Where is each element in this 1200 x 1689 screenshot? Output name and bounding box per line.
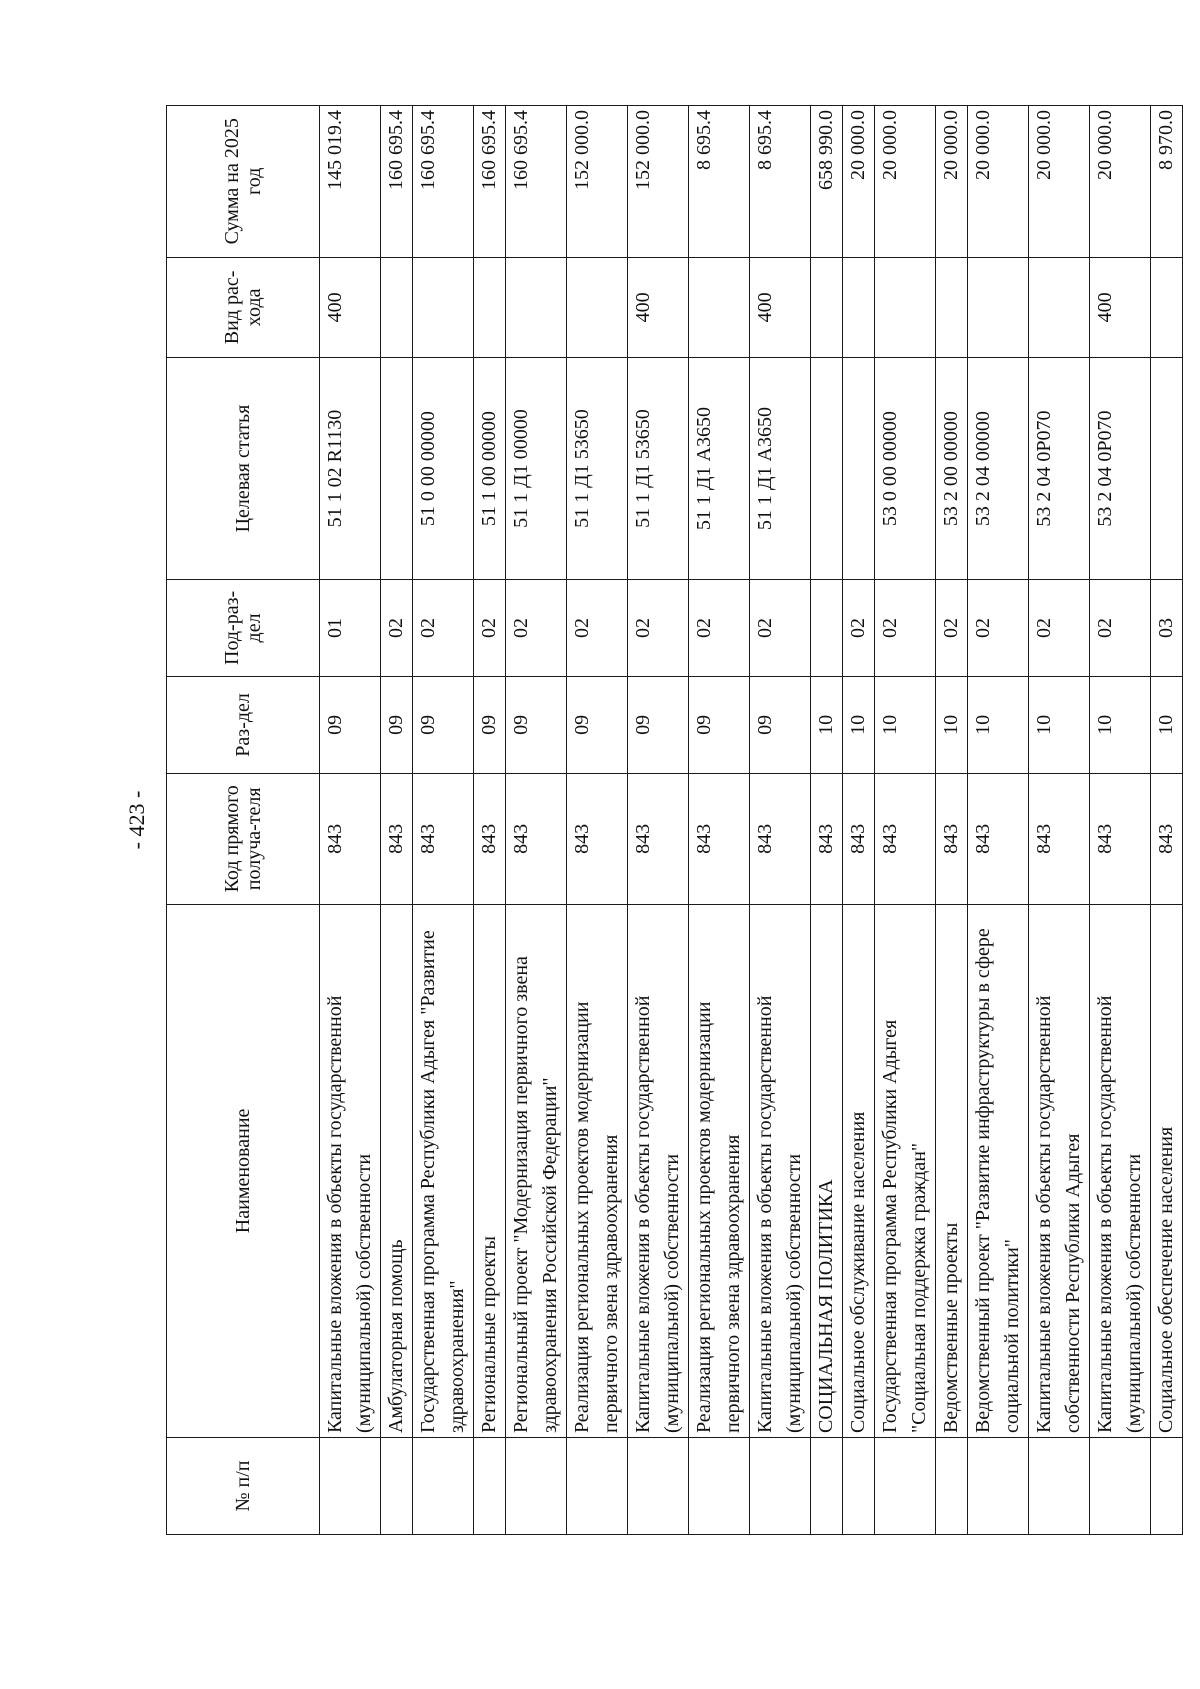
cell-recipient-code: 843 <box>1151 773 1183 904</box>
column-header-amount: Сумма на 2025 год <box>167 106 320 258</box>
cell-expense-type <box>689 257 750 358</box>
table-row <box>936 106 968 1535</box>
cell-expense-type <box>936 257 968 358</box>
cell-number <box>843 1438 875 1535</box>
cell-target-article: 51 1 Д1 53650 <box>628 358 689 580</box>
cell-amount: 658 990.0 <box>811 106 843 258</box>
cell-amount: 20 000.0 <box>875 106 936 258</box>
column-header-expense-type: Вид рас-хода <box>167 257 320 358</box>
table-row <box>875 106 936 1535</box>
cell-target-article: 51 1 Д1 53650 <box>567 358 628 580</box>
cell-target-article <box>1151 358 1183 580</box>
cell-expense-type <box>567 257 628 358</box>
cell-expense-type <box>381 257 413 358</box>
cell-expense-type: 400 <box>1090 257 1151 358</box>
cell-number <box>567 1438 628 1535</box>
cell-name: Социальное обеспечение населения <box>1151 904 1183 1437</box>
table-row <box>320 106 381 1535</box>
cell-amount: 20 000.0 <box>936 106 968 258</box>
cell-section: 09 <box>381 676 413 773</box>
cell-subsection: 02 <box>474 579 506 676</box>
table-row <box>628 106 689 1535</box>
cell-number <box>381 1438 413 1535</box>
cell-recipient-code: 843 <box>474 773 506 904</box>
cell-recipient-code: 843 <box>381 773 413 904</box>
cell-subsection: 02 <box>1090 579 1151 676</box>
cell-number <box>320 1438 381 1535</box>
cell-expense-type <box>1151 257 1183 358</box>
cell-name: Реализация региональных проектов модернизации первичного звена здравоохранения <box>567 904 628 1437</box>
budget-table <box>166 105 1183 1535</box>
cell-subsection: 02 <box>750 579 811 676</box>
cell-name: Капитальные вложения в объекты государственной (муниципальной) собственности <box>750 904 811 1437</box>
cell-target-article: 51 1 Д1 А3650 <box>750 358 811 580</box>
cell-name: Ведомственный проект "Развитие инфраструктуры в сфере социальной политики" <box>968 904 1029 1437</box>
cell-number <box>875 1438 936 1535</box>
cell-number <box>506 1438 567 1535</box>
cell-target-article: 53 2 04 00000 <box>968 358 1029 580</box>
cell-amount: 160 695.4 <box>381 106 413 258</box>
cell-subsection: 02 <box>628 579 689 676</box>
cell-expense-type <box>875 257 936 358</box>
cell-target-article: 53 2 04 0Р070 <box>1090 358 1151 580</box>
column-header-target-article: Целевая статья <box>167 358 320 580</box>
cell-expense-type: 400 <box>320 257 381 358</box>
cell-subsection: 02 <box>413 579 474 676</box>
cell-target-article <box>843 358 875 580</box>
table-row <box>506 106 567 1535</box>
cell-target-article <box>811 358 843 580</box>
cell-name: Капитальные вложения в объекты государственной (муниципальной) собственности <box>628 904 689 1437</box>
cell-expense-type <box>474 257 506 358</box>
cell-section: 09 <box>474 676 506 773</box>
cell-amount: 145 019.4 <box>320 106 381 258</box>
table-row <box>811 106 843 1535</box>
cell-name: Капитальные вложения в объекты государственной (муниципальной) собственности <box>320 904 381 1437</box>
table-row <box>474 106 506 1535</box>
cell-number <box>936 1438 968 1535</box>
cell-recipient-code: 843 <box>567 773 628 904</box>
cell-number <box>1151 1438 1183 1535</box>
cell-name: Капитальные вложения в объекты государственной собственности Республики Адыгея <box>1029 904 1090 1437</box>
cell-name: Государственная программа Республики Адыгея "Развитие здравоохранения" <box>413 904 474 1437</box>
cell-number <box>1029 1438 1090 1535</box>
cell-section: 09 <box>506 676 567 773</box>
cell-amount: 20 000.0 <box>1090 106 1151 258</box>
cell-amount: 20 000.0 <box>968 106 1029 258</box>
cell-amount: 160 695.4 <box>474 106 506 258</box>
cell-section: 10 <box>843 676 875 773</box>
cell-expense-type <box>1029 257 1090 358</box>
cell-section: 10 <box>875 676 936 773</box>
table-row <box>968 106 1029 1535</box>
table-row <box>1090 106 1151 1535</box>
cell-recipient-code: 843 <box>1090 773 1151 904</box>
cell-subsection: 02 <box>689 579 750 676</box>
cell-section: 10 <box>968 676 1029 773</box>
cell-subsection: 02 <box>968 579 1029 676</box>
cell-recipient-code: 843 <box>875 773 936 904</box>
cell-amount: 160 695.4 <box>413 106 474 258</box>
cell-section: 09 <box>413 676 474 773</box>
cell-section: 10 <box>936 676 968 773</box>
table-row <box>381 106 413 1535</box>
cell-target-article: 51 0 00 00000 <box>413 358 474 580</box>
cell-number <box>750 1438 811 1535</box>
table-row <box>1151 106 1183 1535</box>
cell-section: 10 <box>1029 676 1090 773</box>
cell-expense-type <box>843 257 875 358</box>
table-row <box>1029 106 1090 1535</box>
cell-recipient-code: 843 <box>750 773 811 904</box>
page-number: - 423 - <box>124 790 149 850</box>
cell-subsection: 02 <box>843 579 875 676</box>
cell-section: 10 <box>811 676 843 773</box>
cell-target-article: 53 2 00 00000 <box>936 358 968 580</box>
table-row <box>843 106 875 1535</box>
cell-amount: 8 695.4 <box>750 106 811 258</box>
cell-recipient-code: 843 <box>689 773 750 904</box>
cell-name: Региональные проекты <box>474 904 506 1437</box>
cell-amount: 8 970.0 <box>1151 106 1183 258</box>
cell-recipient-code: 843 <box>1029 773 1090 904</box>
cell-target-article: 51 1 Д1 00000 <box>506 358 567 580</box>
cell-subsection: 02 <box>506 579 567 676</box>
cell-amount: 152 000.0 <box>628 106 689 258</box>
cell-subsection <box>811 579 843 676</box>
column-header-subsection: Под-раз-дел <box>167 579 320 676</box>
cell-expense-type <box>413 257 474 358</box>
cell-amount: 152 000.0 <box>567 106 628 258</box>
table-row <box>750 106 811 1535</box>
cell-subsection: 03 <box>1151 579 1183 676</box>
cell-amount: 8 695.4 <box>689 106 750 258</box>
cell-amount: 160 695.4 <box>506 106 567 258</box>
cell-target-article: 51 1 02 R1130 <box>320 358 381 580</box>
cell-subsection: 02 <box>875 579 936 676</box>
column-header-recipient-code: Код прямого получа-теля <box>167 773 320 904</box>
column-header-section: Раз-дел <box>167 676 320 773</box>
table-body <box>320 106 1183 1535</box>
rotated-page <box>124 105 1177 1535</box>
cell-name: Региональный проект "Модернизация первичного звена здравоохранения Российской Федерации" <box>506 904 567 1437</box>
cell-amount: 20 000.0 <box>843 106 875 258</box>
cell-section: 09 <box>750 676 811 773</box>
cell-section: 09 <box>567 676 628 773</box>
cell-name: СОЦИАЛЬНАЯ ПОЛИТИКА <box>811 904 843 1437</box>
cell-expense-type <box>968 257 1029 358</box>
cell-number <box>1090 1438 1151 1535</box>
cell-number <box>413 1438 474 1535</box>
cell-section: 09 <box>320 676 381 773</box>
cell-number <box>811 1438 843 1535</box>
cell-name: Реализация региональных проектов модернизации первичного звена здравоохранения <box>689 904 750 1437</box>
cell-name: Амбулаторная помощь <box>381 904 413 1437</box>
table-header <box>167 106 320 1535</box>
table-row <box>413 106 474 1535</box>
cell-number <box>968 1438 1029 1535</box>
cell-number <box>474 1438 506 1535</box>
column-header-number: № п/п <box>167 1438 320 1535</box>
cell-subsection: 02 <box>936 579 968 676</box>
cell-target-article <box>381 358 413 580</box>
cell-expense-type <box>811 257 843 358</box>
cell-number <box>628 1438 689 1535</box>
cell-recipient-code: 843 <box>320 773 381 904</box>
cell-target-article: 51 1 Д1 А3650 <box>689 358 750 580</box>
cell-name: Государственная программа Республики Адыгея "Социальная поддержка граждан" <box>875 904 936 1437</box>
cell-recipient-code: 843 <box>413 773 474 904</box>
cell-recipient-code: 843 <box>843 773 875 904</box>
cell-recipient-code: 843 <box>811 773 843 904</box>
cell-section: 10 <box>1090 676 1151 773</box>
column-header-name: Наименование <box>167 904 320 1437</box>
table-row <box>689 106 750 1535</box>
cell-recipient-code: 843 <box>506 773 567 904</box>
cell-subsection: 02 <box>567 579 628 676</box>
cell-subsection: 02 <box>381 579 413 676</box>
cell-number <box>689 1438 750 1535</box>
cell-recipient-code: 843 <box>628 773 689 904</box>
cell-target-article: 53 0 00 00000 <box>875 358 936 580</box>
cell-name: Социальное обслуживание населения <box>843 904 875 1437</box>
cell-expense-type: 400 <box>628 257 689 358</box>
cell-subsection: 01 <box>320 579 381 676</box>
cell-recipient-code: 843 <box>936 773 968 904</box>
cell-amount: 20 000.0 <box>1029 106 1090 258</box>
cell-name: Капитальные вложения в объекты государственной (муниципальной) собственности <box>1090 904 1151 1437</box>
cell-target-article: 53 2 04 0Р070 <box>1029 358 1090 580</box>
table-row <box>567 106 628 1535</box>
cell-subsection: 02 <box>1029 579 1090 676</box>
cell-section: 10 <box>1151 676 1183 773</box>
cell-section: 09 <box>628 676 689 773</box>
cell-recipient-code: 843 <box>968 773 1029 904</box>
cell-expense-type: 400 <box>750 257 811 358</box>
cell-section: 09 <box>689 676 750 773</box>
cell-name: Ведомственные проекты <box>936 904 968 1437</box>
cell-expense-type <box>506 257 567 358</box>
cell-target-article: 51 1 00 00000 <box>474 358 506 580</box>
